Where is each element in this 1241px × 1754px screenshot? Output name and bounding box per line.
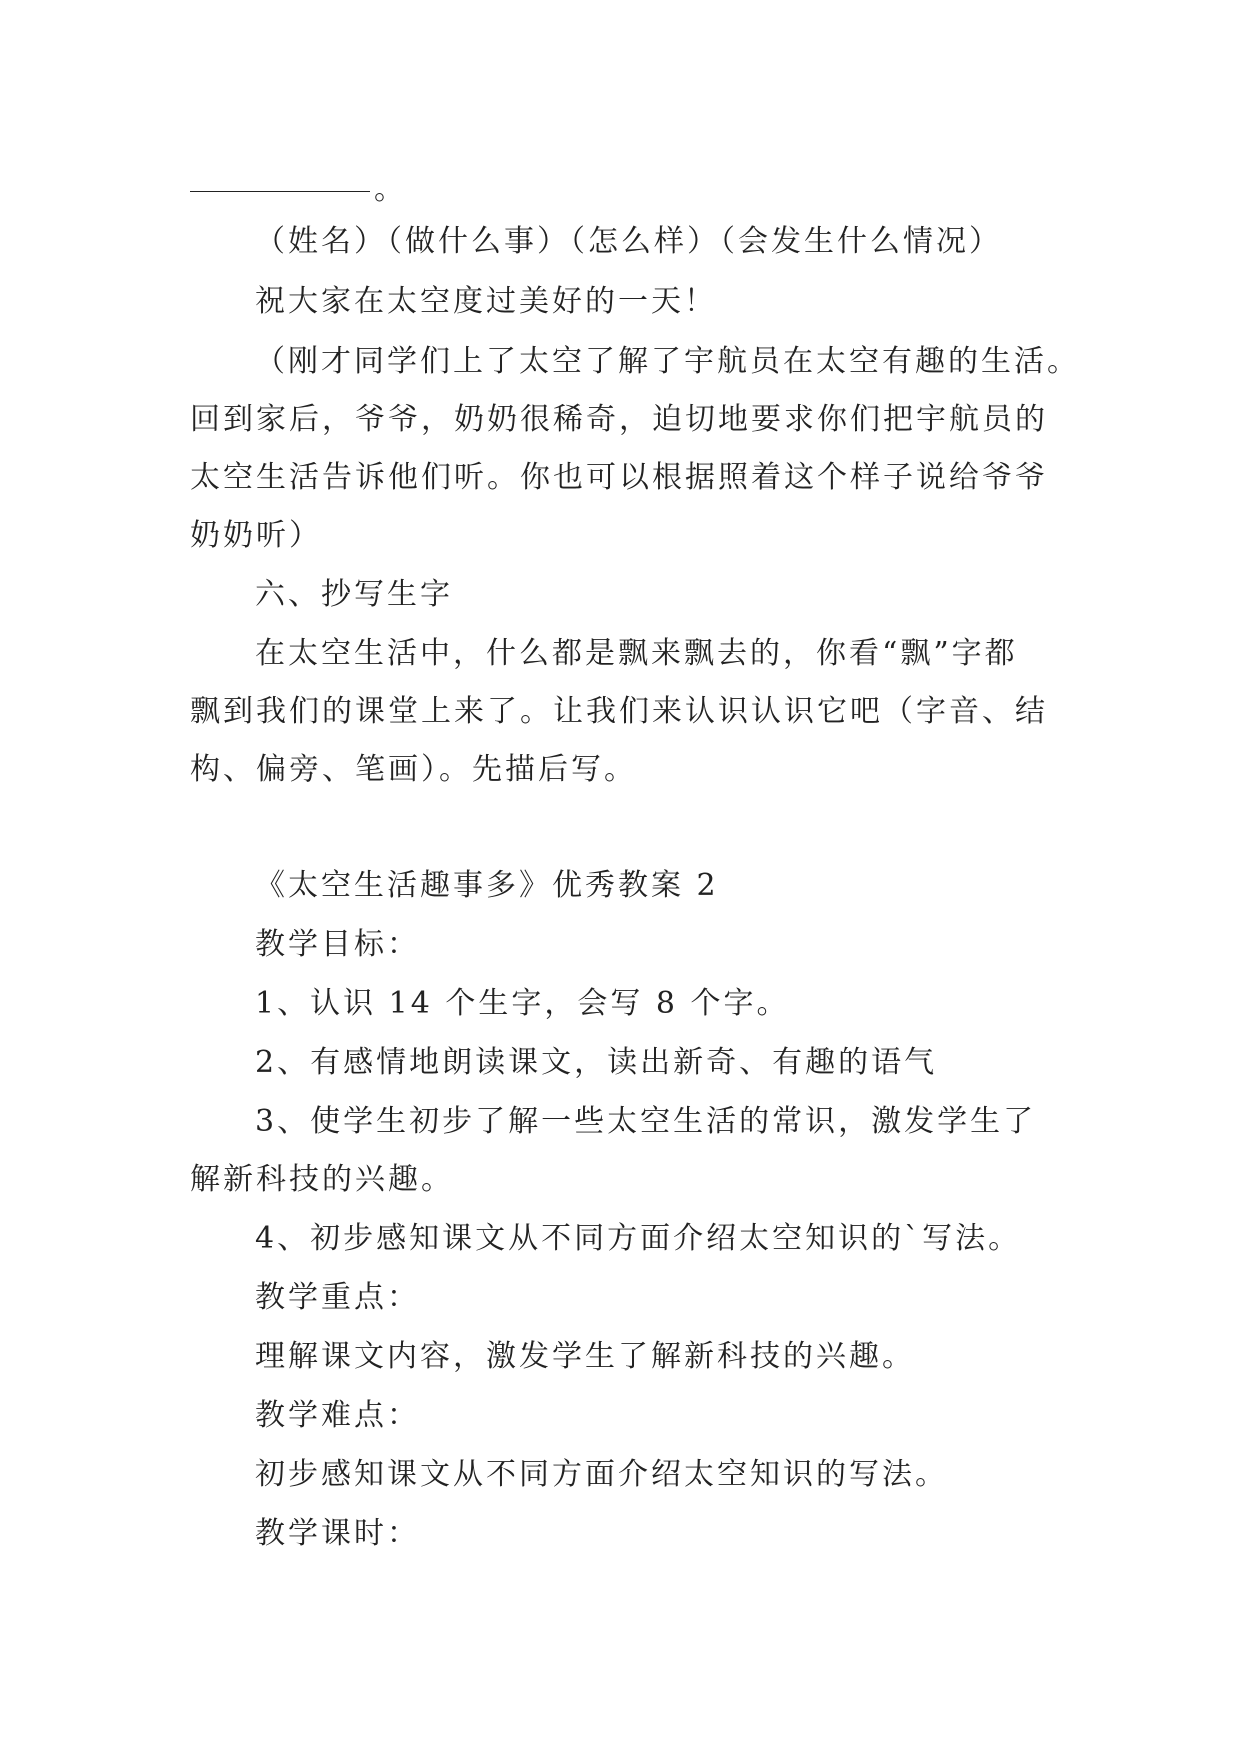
section-heading: 教学重点： xyxy=(255,1280,420,1315)
list-item: 4、初步感知课文从不同方面介绍太空知识的`写法。 xyxy=(255,1221,1022,1256)
list-item: 2、有感情地朗读课文，读出新奇、有趣的语气 xyxy=(255,1045,938,1080)
list-item: 3、使学生初步了解一些太空生活的常识，激发学生了 xyxy=(255,1104,1037,1139)
paragraph-line: （刚才同学们上了太空了解了宇航员在太空有趣的生活。 xyxy=(255,344,1080,379)
blank-underline xyxy=(190,191,370,192)
section-heading: 六、抄写生字 xyxy=(255,577,453,612)
paragraph-line: 太空生活告诉他们听。你也可以根据照着这个样子说给爷爷 xyxy=(190,460,1048,495)
paragraph-line: 构、偏旁、笔画）。先描后写。 xyxy=(190,752,637,787)
fill-in-blank-line xyxy=(190,170,1065,210)
paragraph-line: 在太空生活中，什么都是飘来飘去的，你看“飘”字都 xyxy=(255,636,1018,671)
paragraph-line: 飘到我们的课堂上来了。让我们来认识认识它吧（字音、结 xyxy=(190,694,1048,729)
section-heading: 教学课时： xyxy=(255,1516,420,1551)
blank-hint-labels: （姓名）（做什么事）（怎么样）（会发生什么情况） xyxy=(255,224,1002,259)
list-item-continuation: 解新科技的兴趣。 xyxy=(190,1162,454,1197)
paragraph-line: 回到家后，爷爷，奶奶很稀奇，迫切地要求你们把宇航员的 xyxy=(190,402,1048,437)
paragraph-line: 初步感知课文从不同方面介绍太空知识的写法。 xyxy=(255,1457,948,1492)
document-title: 《太空生活趣事多》优秀教案 2 xyxy=(255,868,719,903)
list-item: 1、认识 14 个生字，会写 8 个字。 xyxy=(255,986,790,1021)
section-heading: 教学目标： xyxy=(255,927,420,962)
paragraph-line: 奶奶听） xyxy=(190,518,322,553)
section-heading: 教学难点： xyxy=(255,1398,420,1433)
wish-sentence: 祝大家在太空度过美好的一天！ xyxy=(255,284,717,319)
paragraph-line: 理解课文内容，激发学生了解新科技的兴趣。 xyxy=(255,1339,915,1374)
blank-period: 。 xyxy=(374,172,404,207)
